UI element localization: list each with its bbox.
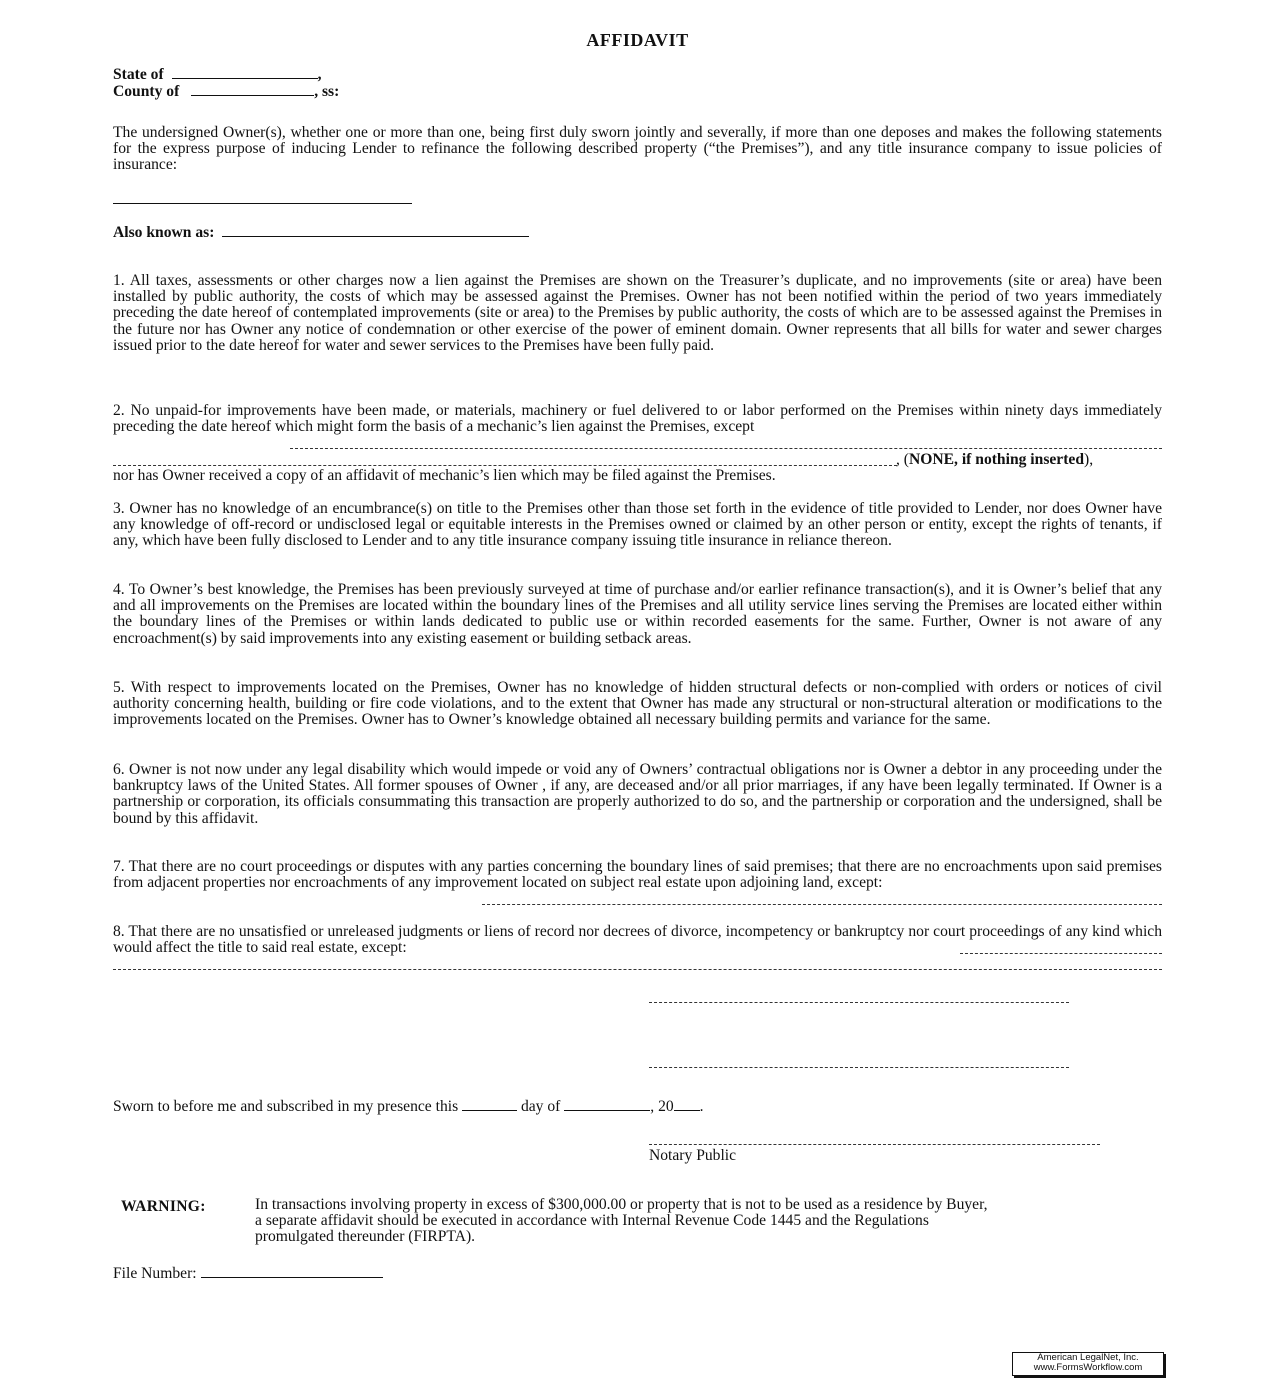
paragraph-2 (113, 403, 1162, 435)
warning-label: WARNING: (121, 1198, 206, 1215)
paragraph-1: 1. All taxes, assessments or other charges now a lien against the Premises are shown on the Treasurer’s duplicate, and no improvements (site or area) have been installed by public authority, the costs of which may be assessed against the Premises. Owner has not been notified within the period of two years immediately preceding the date hereof of contemplated improvements (site or area) to the Premises by public authority, the costs of which are to be assessed against the Premises in the future nor has Owner any notice of condemnation or other exercise of the power of eminent domain. Owner represents that all bills for water and sewer charges issued prior to the date hereof for water and sewer services to the Premises have been fully paid. (113, 272, 1162, 354)
sworn-statement (113, 1099, 704, 1115)
county-line (113, 82, 339, 101)
file-number-label: File Number: (113, 1265, 197, 1282)
warning-text: In transactions involving property in excess of $300,000.00 or property that is not to be used as a residence by Buyer, a separate affidavit should be executed in accordance with Internal Revenue Code 1445 and the Regulations promulgated thereunder (FIRPTA). (255, 1196, 988, 1246)
also-known-as-blank[interactable] (222, 223, 529, 237)
owner-signature-line-1[interactable] (649, 1002, 1069, 1003)
file-number-blank[interactable] (201, 1266, 383, 1278)
sworn-text-3: , 20 (650, 1098, 674, 1115)
paragraph-3: 3. Owner has no knowledge of an encumbrance(s) on title to the Premises other than those set forth in the evidence of title provided to Lender, nor does Owner have any knowledge of off-record or undisclosed legal or equitable interests in the Premises owned or claimed by an other person or entity, except the rights of tenants, if any, which have been fully disclosed to Lender and to any title insurance company issuing title insurance in reliance thereon. (113, 500, 1162, 550)
notary-signature-line[interactable] (649, 1144, 1100, 1145)
paragraph-8: 8. That there are no unsatisfied or unreleased judgments or liens of record nor decrees of divorce, incompetency or bankruptcy nor court proceedings of any kind which would affect the title to said real estate, except: (113, 923, 1162, 957)
file-number-line (113, 1266, 383, 1282)
paragraph-2-text: 2. No unpaid-for improvements have been made, or materials, machinery or fuel delivered to or labor performed on the Premises within ninety days immediately preceding the date hereof which might form the basis of a mechanic’s lien against the Premises, except (113, 402, 1162, 436)
document-title: AFFIDAVIT (586, 30, 689, 50)
logo-line-2: www.FormsWorkflow.com (1033, 1362, 1143, 1373)
sworn-text-2: day of (520, 1098, 561, 1115)
paragraph-6: 6. Owner is not now under any legal disability which would impede or void any of Owners’ contractual obligations nor is Owner a debtor in any proceeding under the bankruptcy laws of the United States. All former spouses of Owner , if any, are deceased and/or all prior marriages, if any have been legally terminated. If Owner is a partnership or corporation, its officials consummating this transaction are properly authorized to do so, and the partnership or corporation and the undersigned, shall be bound by this affidavit. (113, 761, 1162, 827)
logo-line-1: American LegalNet, Inc. (1037, 1352, 1139, 1363)
property-description-line[interactable] (113, 203, 412, 204)
paragraph-7: 7. That there are no court proceedings or disputes with any parties concerning the boundary lines of said premises; that there are no encroachments upon said premises from adjacent properties nor encroachments of any improvement located on subject real estate upon adjoining land, except: (113, 858, 1162, 892)
also-known-as-label: Also known as: (113, 224, 215, 241)
american-legalnet-logo[interactable] (1012, 1352, 1164, 1376)
paragraph-4: 4. To Owner’s best knowledge, the Premises has been previously surveyed at time of purchase and/or earlier refinance transaction(s), and it is Owner’s belief that any and all improvements on the Premises are located within the boundary lines of the Premises and all utility service lines serving the Premises are located either within the boundary lines of the Premises or within lands dedicated to public use or within recorded easements for the same. Further, Owner is not aware of any encroachment(s) by said improvements into any existing easement or building setback areas. (113, 581, 1162, 647)
none-note-close: ), (1084, 451, 1094, 468)
none-note-bold: NONE, if nothing inserted (909, 451, 1085, 468)
sworn-year-blank[interactable] (674, 1099, 700, 1111)
intro-paragraph: The undersigned Owner(s), whether one or more than one, being first duly sworn jointly and severally, if more than one deposes and makes the following statements for the express purpose of inducing Lender to refinance the following described property (“the Premises”), and any title insurance company to issue policies of insurance: (113, 124, 1162, 174)
state-label: State of (113, 66, 164, 83)
state-blank[interactable] (172, 65, 318, 79)
owner-signature-line-2[interactable] (649, 1067, 1069, 1068)
sworn-text-4: . (699, 1098, 704, 1115)
sworn-text-1: Sworn to before me and subscribed in my presence this (113, 1098, 459, 1115)
paragraph-8-exception-line-2[interactable] (113, 969, 1162, 970)
sworn-day-blank[interactable] (462, 1099, 517, 1111)
paragraph-2-none-note (896, 452, 1093, 468)
paragraph-2-end: nor has Owner received a copy of an affidavit of mechanic’s lien which may be filed against the Premises. (113, 467, 776, 484)
paragraph-7-exception-line[interactable] (482, 904, 1162, 905)
county-label: County of (113, 83, 180, 100)
sworn-month-blank[interactable] (564, 1099, 650, 1111)
paragraph-2-exception-line-2[interactable] (113, 465, 897, 466)
paragraph-2-exception-line-1[interactable] (290, 448, 1162, 449)
county-blank[interactable] (191, 82, 314, 96)
state-suffix: , (317, 66, 322, 83)
paragraph-8-exception-line-1[interactable] (960, 953, 1162, 954)
county-suffix: , ss: (314, 83, 340, 100)
paragraph-5: 5. With respect to improvements located on the Premises, Owner has no knowledge of hidden structural defects or non-complied with orders or notices of civil authority concerning health, building or fire code violations, and to the extent that Owner has made any structural or non-structural alteration or modifications to the improvements located on the Premises. Owner has to Owner’s knowledge obtained all necessary building permits and variance for the same. (113, 679, 1162, 729)
also-known-as-line (113, 223, 529, 242)
notary-public-label: Notary Public (649, 1147, 737, 1164)
none-note-open: , ( (896, 451, 909, 468)
